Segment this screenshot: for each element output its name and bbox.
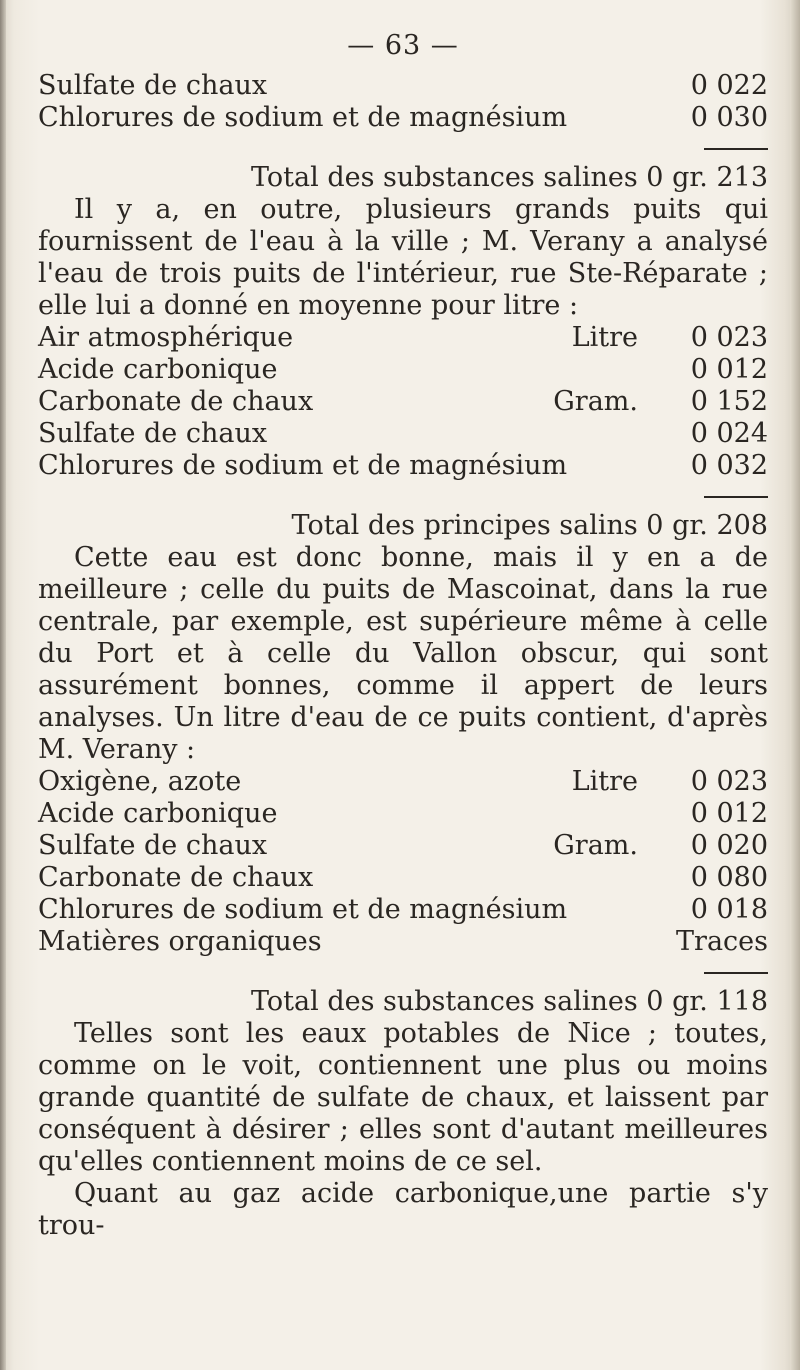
substance-name: Chlorures de sodium et de magnésium <box>38 894 568 925</box>
substance-value: 0 024 <box>690 418 768 449</box>
table-row <box>38 798 768 830</box>
substance-name: Chlorures de sodium et de magnésium <box>38 102 568 133</box>
table-1 <box>38 70 768 194</box>
substance-name: Oxigène, azote <box>38 766 242 797</box>
substance-value: Traces <box>676 926 768 957</box>
substance-value: 0 023 <box>690 322 768 353</box>
unit-label: Gram. <box>553 830 638 861</box>
sum-rule <box>704 496 768 498</box>
page-right-edge <box>790 0 800 1370</box>
substance-value: 0 152 <box>690 386 768 417</box>
sum-rule <box>704 972 768 974</box>
unit-label: Gram. <box>553 386 638 417</box>
substance-value: 0 018 <box>690 894 768 925</box>
substance-name: Chlorures de sodium et de magnésium <box>38 450 568 481</box>
table-total: Total des substances salines 0 gr. 213 <box>250 162 768 193</box>
substance-name: Carbonate de chaux <box>38 386 314 417</box>
substance-name: Sulfate de chaux <box>38 830 268 861</box>
table-row <box>38 354 768 386</box>
substance-name: Acide carbonique <box>38 354 278 385</box>
substance-value: 0 020 <box>690 830 768 861</box>
paragraph: Il y a, en outre, plusieurs grands puits qui fournissent de l'eau à la ville ; M. Verany a analysé l'eau de trois puits de l'intérieur, rue Ste-Réparate ; elle lui a donné en moyenne pour litre : <box>38 194 768 321</box>
substance-name: Sulfate de chaux <box>38 418 268 449</box>
table-row <box>38 894 768 926</box>
table-row <box>38 450 768 482</box>
substance-name: Matières organiques <box>38 926 322 957</box>
unit-label: Litre <box>571 322 638 353</box>
table-row <box>38 766 768 798</box>
table-3 <box>38 766 768 1018</box>
paragraph: Cette eau est donc bonne, mais il y en a de meilleure ; celle du puits de Mascoinat, dans la rue centrale, par exemple, est supérieure même à celle du Port et à celle du Vallon obscur, qui sont assurément bonnes, comme il appert de leurs analyses. Un litre d'eau de ce puits contient, d'après M. Verany : <box>38 542 768 765</box>
table-row <box>38 70 768 102</box>
table-row <box>38 102 768 134</box>
substance-value: 0 080 <box>690 862 768 893</box>
substance-name: Sulfate de chaux <box>38 70 268 101</box>
substance-value: 0 012 <box>690 798 768 829</box>
substance-value: 0 030 <box>690 102 768 133</box>
substance-name: Acide carbonique <box>38 798 278 829</box>
substance-value: 0 022 <box>690 70 768 101</box>
page-number: — 63 — <box>347 30 459 61</box>
table-2 <box>38 322 768 542</box>
paragraph: Quant au gaz acide carbonique,une partie s'y trou- <box>38 1178 768 1241</box>
table-row <box>38 862 768 894</box>
page-left-edge <box>0 0 6 1370</box>
page-content <box>38 30 768 1242</box>
substance-name: Carbonate de chaux <box>38 862 314 893</box>
paragraph: Telles sont les eaux potables de Nice ; toutes, comme on le voit, contiennent une plus ou moins grande quantité de sulfate de chaux, et laissent par conséquent à désirer ; elles sont d'autant meilleures qu'elles contiennent moins de ce sel. <box>38 1018 768 1177</box>
unit-label: Litre <box>571 766 638 797</box>
substance-value: 0 023 <box>690 766 768 797</box>
table-row <box>38 418 768 450</box>
substance-value: 0 012 <box>690 354 768 385</box>
substance-name: Air atmosphérique <box>38 322 294 353</box>
table-row <box>38 322 768 354</box>
table-total: Total des substances salines 0 gr. 118 <box>250 986 768 1017</box>
table-total: Total des principes salins 0 gr. 208 <box>291 510 768 541</box>
table-row <box>38 926 768 958</box>
substance-value: 0 032 <box>690 450 768 481</box>
sum-rule <box>704 148 768 150</box>
table-row <box>38 386 768 418</box>
table-row <box>38 830 768 862</box>
